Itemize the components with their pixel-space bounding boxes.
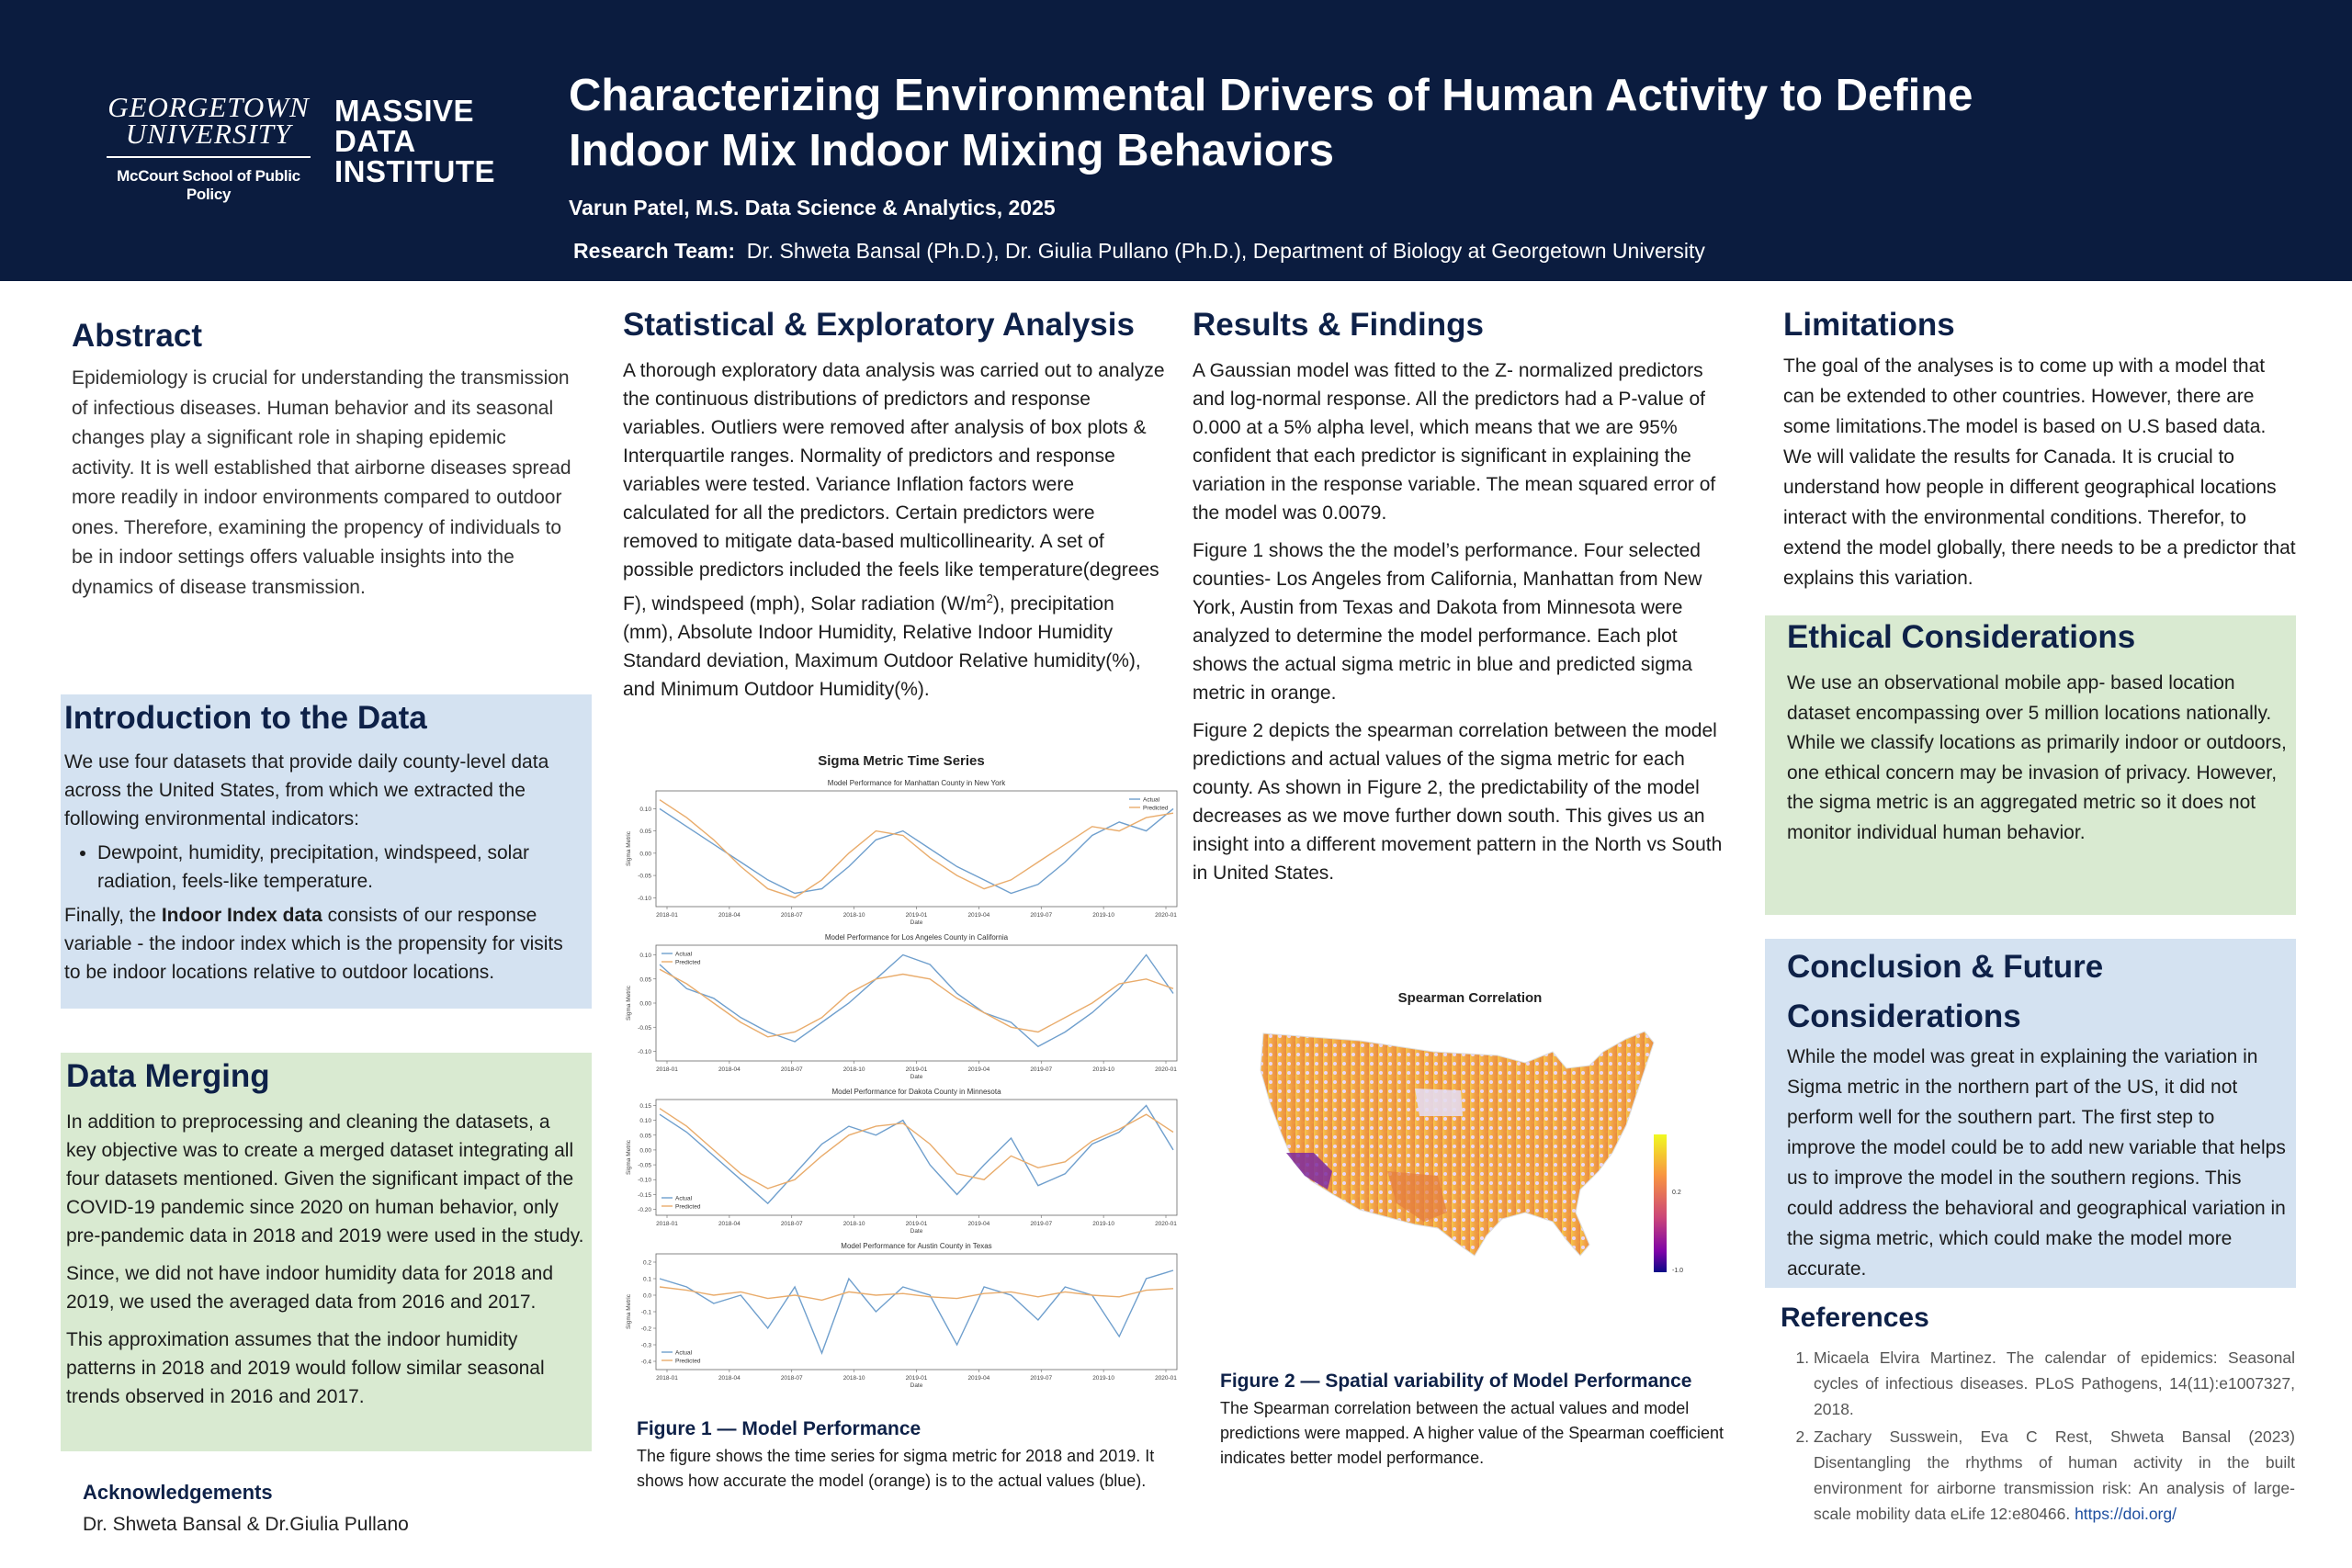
mdi-line1: MASSIVE — [334, 94, 475, 128]
legend-label: Actual — [675, 951, 693, 958]
x-tick-label: 2019-04 — [967, 1221, 990, 1227]
x-tick-label: 2018-10 — [842, 1221, 865, 1227]
fig2-caption — [1220, 1371, 1735, 1471]
y-tick-label: 0.05 — [639, 829, 651, 836]
y-tick-label: -0.05 — [638, 1162, 651, 1169]
x-axis-label: Date — [910, 1074, 923, 1080]
reference-item-2-text: Zachary Susswein, Eva C Rest, Shweta Bansal (2023) Disentangling the rhythms of human activity in the built environment for airborne transmission risk: An analysis of large-scale mobility data eLife 12:e80466. — [1814, 1427, 2295, 1523]
x-axis-label: Date — [910, 919, 923, 926]
poster-title — [569, 68, 2222, 178]
references-heading: References — [1781, 1303, 1929, 1333]
panel-title: Model Performance for Los Angeles County in California — [824, 933, 1009, 942]
ethics-text: We use an observational mobile app- based location dataset encompassing over 5 million locations nationally. While we classify locations as primarily indoor or outdoors, one ethical concern may be invasion of privacy. However, the sigma metric is an aggregated metric so it does not monitor individual human behavior. — [1787, 672, 2287, 843]
gu-school: McCourt School of Public Policy — [117, 167, 300, 203]
panel-title: Model Performance for Dakota County in Minnesota — [831, 1088, 1001, 1096]
x-tick-label: 2018-10 — [842, 1066, 865, 1073]
merging-heading: Data Merging — [66, 1058, 270, 1094]
intro-text-2b: consists of our response variable - the indoor index which is the propensity for visits to be indoor locations relative to outdoor locations. — [64, 905, 563, 983]
x-tick-label: 2019-01 — [905, 1375, 928, 1382]
panel-frame — [656, 1100, 1177, 1215]
colorbar-high-label: 0.2 — [1672, 1190, 1681, 1196]
georgetown-logo — [103, 91, 314, 204]
legend-label: Predicted — [675, 1203, 701, 1211]
gu-name-line2: UNIVERSITY — [125, 118, 292, 150]
x-tick-label: 2018-07 — [780, 1221, 803, 1227]
acknowledgements — [83, 1481, 542, 1536]
x-tick-label: 2018-10 — [842, 1375, 865, 1382]
x-tick-label: 2020-01 — [1155, 1221, 1177, 1227]
intro-bullets — [64, 839, 584, 896]
y-tick-label: -0.10 — [638, 895, 651, 902]
y-tick-label: -0.05 — [638, 1024, 651, 1032]
y-axis-label: Sigma Metric — [626, 1140, 632, 1175]
x-tick-label: 2019-10 — [1092, 1066, 1115, 1073]
conclusion-heading — [1787, 942, 2287, 1042]
fig1-caption-text: The figure shows the time series for sigma metric for 2018 and 2019. It shows how accurate the model (orange) is to the actual values (blue). — [637, 1447, 1155, 1490]
legend-label: Actual — [675, 1349, 693, 1357]
gu-name-line1: GEORGETOWN — [107, 91, 310, 123]
y-tick-label: 0.10 — [639, 1118, 651, 1125]
x-tick-label: 2019-10 — [1092, 1221, 1115, 1227]
intro-bullet: • Dewpoint, humidity, precipitation, windspeed, solar radiation, feels-like temperature. — [97, 839, 584, 896]
title-line1: Characterizing Environmental Drivers of Human Activity to Define — [569, 71, 1973, 120]
x-tick-label: 2018-07 — [780, 1066, 803, 1073]
mdi-line2: DATA — [334, 124, 416, 158]
legend-label: Predicted — [675, 959, 701, 966]
y-tick-label: 0.00 — [639, 1147, 651, 1155]
results-section — [1193, 307, 1730, 887]
y-tick-label: 0.05 — [639, 976, 651, 984]
y-tick-label: 0.10 — [639, 953, 651, 959]
limitations-text: The goal of the analyses is to come up with a model that can be extended to other countries. However, there are some limitations.The model is based on U.S based data. We will validate the results for Canada. It is crucial to understand how people in different geographical locations interact with the environmental conditions. Therefor, to extend the model globally, there needs to be a predictor that explains this variation. — [1783, 355, 2296, 589]
x-axis-label: Date — [910, 1382, 923, 1389]
stats-sup: 2 — [986, 592, 993, 605]
stats-text-b: ), precipitation (mm), Absolute Indoor Humidity, Relative Indoor Humidity Standard deviation, Maximum Outdoor Relative humidity(%), and Minimum Outdoor Humidity(%). — [623, 593, 1141, 700]
x-tick-label: 2019-10 — [1092, 912, 1115, 919]
conclusion-text: While the model was great in explaining the variation in Sigma metric in the northern part of the US, it did not perform well for the southern part. The first step to improve the model could be to add new variable that helps us to improve the model in the southern regions. This could address the behavioral and geographical variation in the sigma metric, which could make the model more accurate. — [1787, 1046, 2286, 1280]
title-line2: Indoor Mix Indoor Mixing Behaviors — [569, 126, 1335, 175]
fig1-caption-title: Figure 1 — Model Performance — [637, 1418, 922, 1439]
fig2-caption-text: The Spearman correlation between the actual values and model predictions were mapped. A higher value of the Spearman coefficient indicates better model performance. — [1220, 1399, 1724, 1467]
results-text-2: Figure 1 shows the the model’s performance. Four selected counties- Los Angeles from California, Manhattan from New York, Austin from Texas and Dakota from Minnesota were analyzed to determine the model performance. Each plot shows the actual sigma metric in blue and predicted sigma metric in orange. — [1193, 540, 1702, 704]
team-label: Research Team: — [573, 239, 735, 263]
y-tick-label: -0.20 — [638, 1207, 651, 1214]
stats-text — [623, 356, 1165, 704]
legend-label: Predicted — [675, 1358, 701, 1365]
y-tick-label: 0.2 — [642, 1259, 651, 1267]
y-tick-label: -0.1 — [640, 1309, 651, 1316]
reference-item-1: 1. Micaela Elvira Martinez. The calendar of epidemics: Seasonal cycles of infectious diseases. PLoS Pathogens, 14(11):e1007327, 2018. — [1814, 1345, 2295, 1422]
conclusion-heading-line1: Conclusion & Future — [1787, 949, 2104, 985]
panel-frame — [656, 945, 1177, 1061]
y-tick-label: 0.00 — [639, 1000, 651, 1008]
reference-item-2 — [1814, 1424, 2295, 1527]
indoor-index-bold: Indoor Index data — [161, 905, 322, 926]
x-tick-label: 2019-07 — [1030, 1375, 1053, 1382]
x-tick-label: 2018-07 — [780, 912, 803, 919]
intro-heading: Introduction to the Data — [64, 700, 427, 736]
ack-heading: Acknowledgements — [83, 1481, 273, 1504]
intro-text: We use four datasets that provide daily county-level data across the United States, from which we extracted the following environmental indicators: — [64, 751, 549, 829]
abstract-text: Epidemiology is crucial for understanding the transmission of infectious diseases. Human behavior and its seasonal changes play a significant role in shaping epidemic activity. It is well established that airborne diseases spread more readily in indoor environments compared to outdoor ones. Therefore, examining the propency of individuals to be in indoor settings offers valuable insights into the dynamics of disease transmission. — [72, 367, 571, 598]
fig1-caption — [637, 1418, 1170, 1494]
x-tick-label: 2018-01 — [656, 912, 678, 919]
panel-frame — [656, 1254, 1177, 1370]
spearman-map — [1250, 1015, 1709, 1364]
x-tick-label: 2018-04 — [718, 1066, 741, 1073]
x-tick-label: 2018-01 — [656, 1375, 678, 1382]
y-tick-label: -0.4 — [640, 1359, 651, 1366]
intro-text-2a: Finally, the — [64, 905, 162, 926]
colorbar-low-label: -1.0 — [1672, 1268, 1684, 1274]
y-tick-label: -0.2 — [640, 1325, 651, 1333]
y-tick-label: 0.00 — [639, 851, 651, 858]
x-tick-label: 2020-01 — [1155, 1375, 1177, 1382]
x-axis-label: Date — [910, 1228, 923, 1235]
x-tick-label: 2018-01 — [656, 1221, 678, 1227]
panel-frame — [656, 791, 1177, 907]
y-tick-label: -0.15 — [638, 1191, 651, 1199]
x-tick-label: 2019-07 — [1030, 912, 1053, 919]
merging-text-3: This approximation assumes that the indoor humidity patterns in 2018 and 2019 would follow similar seasonal trends observed in 2016 and 2017. — [66, 1329, 545, 1407]
doi-link[interactable]: https://doi.org/ — [2075, 1505, 2177, 1523]
x-tick-label: 2018-01 — [656, 1066, 678, 1073]
research-team — [573, 239, 1705, 264]
x-tick-label: 2019-01 — [905, 1221, 928, 1227]
y-tick-label: 0.15 — [639, 1102, 651, 1110]
references-list — [1781, 1345, 2295, 1527]
mdi-line3: INSTITUTE — [334, 154, 495, 188]
x-tick-label: 2018-04 — [718, 1221, 741, 1227]
ethics-section — [1765, 615, 2296, 915]
y-tick-label: 0.1 — [642, 1276, 651, 1283]
stats-text-a: A thorough exploratory data analysis was carried out to analyze the continuous distributions of predictors and response variables. Outliers were removed after analysis of box plots & Interquartile ranges. Normality of predictors and response variables were tested. Variance Inflation factors were calculated for all the predictors. Certain predictors were removed to mitigate data-based multicollinearity. A set of possible predictors included the feels like temperature(degrees F), windspeed (mph), Solar radiation (W/m — [623, 360, 1165, 615]
x-tick-label: 2019-07 — [1030, 1221, 1053, 1227]
y-axis-label: Sigma Metric — [626, 986, 632, 1021]
colorbar — [1654, 1134, 1667, 1272]
conclusion-section — [1765, 939, 2296, 1288]
x-tick-label: 2018-10 — [842, 912, 865, 919]
limitations-section — [1783, 307, 2298, 593]
y-tick-label: -0.05 — [638, 873, 651, 880]
abstract-section — [72, 318, 572, 603]
ack-text: Dr. Shweta Bansal & Dr.Giulia Pullano — [83, 1514, 409, 1535]
panel-title: Model Performance for Austin County in Texas — [841, 1242, 992, 1250]
references-section — [1781, 1303, 2295, 1529]
fig2-caption-title: Figure 2 — Spatial variability of Model Performance — [1220, 1371, 1692, 1392]
fig2-title: Spearman Correlation — [1397, 990, 1543, 1006]
merging-section — [61, 1053, 592, 1451]
author-line: Varun Patel, M.S. Data Science & Analytics, 2025 — [569, 196, 1056, 220]
results-heading: Results & Findings — [1193, 307, 1484, 343]
abstract-heading: Abstract — [72, 318, 202, 354]
poster-header — [0, 0, 2352, 281]
x-tick-label: 2019-01 — [905, 1066, 928, 1073]
legend-label: Actual — [675, 1195, 693, 1202]
limitations-heading: Limitations — [1783, 307, 1955, 343]
conclusion-heading-line2: Considerations — [1787, 998, 2021, 1034]
merging-text-1: In addition to preprocessing and cleaning the datasets, a key objective was to create a merged dataset integrating all four datasets mentioned. Given the significant impact of the COVID-19 pandemic since 2020 on human behavior, only pre-pandemic data in 2018 and 2019 were used in the study. — [66, 1111, 584, 1247]
sigma-time-series-chart — [621, 776, 1182, 1419]
y-axis-label: Sigma Metric — [626, 831, 632, 866]
x-tick-label: 2018-04 — [718, 912, 741, 919]
plains-low-corr — [1415, 1089, 1463, 1116]
merging-text-2: Since, we did not have indoor humidity data for 2018 and 2019, we used the averaged data from 2016 and 2017. — [66, 1263, 554, 1313]
x-tick-label: 2020-01 — [1155, 1066, 1177, 1073]
results-text-1: A Gaussian model was fitted to the Z- normalized predictors and log-normal response. All the predictors had a P-value of 0.000 at a 5% alpha level, which means that we are 95% confident that each predictor is significant in explaining the variation in the response variable. The mean squared error of the model was 0.0079. — [1193, 360, 1716, 524]
x-tick-label: 2018-04 — [718, 1375, 741, 1382]
ethics-heading: Ethical Considerations — [1787, 619, 2136, 655]
x-tick-label: 2018-07 — [780, 1375, 803, 1382]
x-tick-label: 2019-04 — [967, 1066, 990, 1073]
x-tick-label: 2019-04 — [967, 1375, 990, 1382]
y-tick-label: 0.0 — [642, 1292, 651, 1300]
figure-2 — [1250, 990, 1690, 1364]
y-tick-label: -0.10 — [638, 1049, 651, 1055]
fig1-title: Sigma Metric Time Series — [818, 753, 985, 769]
y-tick-label: -0.10 — [638, 1177, 651, 1184]
team-text: Dr. Shweta Bansal (Ph.D.), Dr. Giulia Pullano (Ph.D.), Department of Biology at Georgetown University — [746, 239, 1705, 263]
stats-section — [623, 307, 1165, 704]
mdi-logo — [334, 96, 495, 186]
legend-label: Predicted — [1143, 805, 1169, 812]
intro-text-2 — [64, 901, 584, 987]
logo-divider — [107, 156, 311, 158]
x-tick-label: 2019-10 — [1092, 1375, 1115, 1382]
y-tick-label: 0.10 — [639, 806, 651, 813]
panel-title: Model Performance for Manhattan County in New York — [827, 779, 1006, 787]
x-tick-label: 2019-07 — [1030, 1066, 1053, 1073]
figure-1 — [621, 753, 1182, 1419]
intro-section — [61, 694, 592, 1009]
y-tick-label: -0.3 — [640, 1342, 651, 1349]
us-map-shape — [1261, 1032, 1654, 1256]
y-axis-label: Sigma Metric — [626, 1294, 632, 1329]
legend-label: Actual — [1143, 796, 1160, 804]
y-tick-label: 0.05 — [639, 1133, 651, 1140]
x-tick-label: 2020-01 — [1155, 912, 1177, 919]
results-text-3: Figure 2 depicts the spearman correlation between the model predictions and actual values of the sigma metric for each county. As shown in Figure 2, the predictability of the model decreases as we move further down south. This gives us an insight into a different movement pattern in the North vs South in United States. — [1193, 720, 1723, 884]
stats-heading: Statistical & Exploratory Analysis — [623, 307, 1135, 343]
x-tick-label: 2019-04 — [967, 912, 990, 919]
x-tick-label: 2019-01 — [905, 912, 928, 919]
